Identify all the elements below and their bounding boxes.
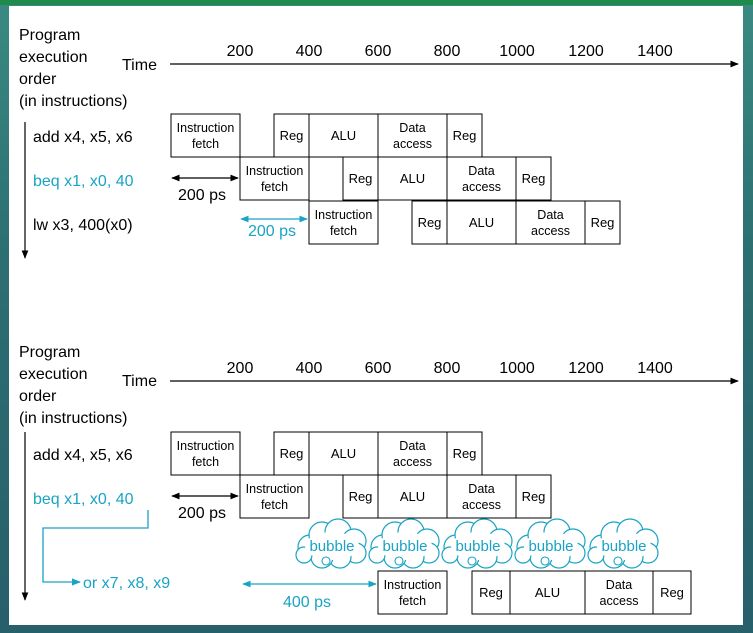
row-header-line: Program <box>19 344 81 361</box>
pipeline-row <box>171 432 482 475</box>
row-header-line: Program <box>19 27 81 44</box>
bubble-row <box>296 519 658 568</box>
bubble-cloud <box>442 519 512 568</box>
svg-text:access: access <box>393 137 432 151</box>
tick-label: 1400 <box>637 43 673 60</box>
svg-text:access: access <box>462 498 501 512</box>
pipeline-row <box>309 201 620 244</box>
svg-text:access: access <box>393 455 432 469</box>
svg-text:Data: Data <box>399 439 426 453</box>
instruction-label: add x4, x5, x6 <box>33 447 133 464</box>
pipeline-row <box>240 157 551 200</box>
tick-label: 600 <box>364 360 392 377</box>
svg-text:ALU: ALU <box>468 215 495 230</box>
svg-text:fetch: fetch <box>398 594 427 608</box>
svg-text:Reg: Reg <box>279 446 304 461</box>
delay-label: 200 ps <box>178 187 227 204</box>
svg-text:Instruction: Instruction <box>383 578 442 592</box>
svg-text:fetch: fetch <box>260 180 289 194</box>
svg-text:Reg: Reg <box>348 489 373 504</box>
time-label: Time <box>122 373 157 390</box>
bubble-label: bubble <box>601 538 647 555</box>
svg-text:Instruction: Instruction <box>245 482 304 496</box>
bubble-cloud <box>588 519 658 568</box>
tick-label: 600 <box>364 43 392 60</box>
bubble-cloud <box>296 519 366 568</box>
svg-text:access: access <box>531 224 570 238</box>
tick-label: 800 <box>433 43 461 60</box>
bubble-cloud <box>369 519 439 568</box>
tick-label: 200 <box>226 360 254 377</box>
row-header-line: execution <box>19 366 88 383</box>
row-header-line: order <box>19 388 57 405</box>
bubble-label: bubble <box>528 538 574 555</box>
time-label: Time <box>122 57 157 74</box>
instruction-label: or x7, x8, x9 <box>83 575 171 592</box>
svg-text:ALU: ALU <box>534 585 561 600</box>
svg-text:Reg: Reg <box>521 171 546 186</box>
svg-text:Reg: Reg <box>279 128 304 143</box>
svg-text:access: access <box>462 180 501 194</box>
svg-text:Instruction: Instruction <box>245 164 304 178</box>
tick-label: 400 <box>295 360 323 377</box>
tick-label: 1400 <box>637 360 673 377</box>
row-header-line: execution <box>19 49 88 66</box>
tick-label: 1200 <box>568 43 604 60</box>
bubble-label: bubble <box>455 538 501 555</box>
diagram-2 <box>19 344 738 614</box>
tick-label: 200 <box>226 43 254 60</box>
tick-label: 1000 <box>499 360 535 377</box>
tick-label: 400 <box>295 43 323 60</box>
diagram-1 <box>19 27 738 258</box>
svg-text:Data: Data <box>537 208 564 222</box>
bubble-label: bubble <box>382 538 428 555</box>
svg-text:Data: Data <box>605 578 633 592</box>
svg-text:Instruction: Instruction <box>314 208 373 222</box>
svg-text:Reg: Reg <box>660 585 684 600</box>
row-header-line: (in instructions) <box>19 410 128 427</box>
branch-path-arrow <box>43 510 148 582</box>
svg-text:Reg: Reg <box>521 489 546 504</box>
row-header-line: order <box>19 71 57 88</box>
pipeline-row <box>378 571 691 614</box>
svg-text:ALU: ALU <box>399 489 426 504</box>
svg-text:fetch: fetch <box>191 455 220 469</box>
svg-text:ALU: ALU <box>399 171 426 186</box>
tick-label: 800 <box>433 360 461 377</box>
svg-text:ALU: ALU <box>330 128 357 143</box>
svg-text:ALU: ALU <box>330 446 357 461</box>
svg-text:Reg: Reg <box>417 215 442 230</box>
svg-text:Data: Data <box>468 482 495 496</box>
svg-text:Reg: Reg <box>452 446 477 461</box>
svg-text:Reg: Reg <box>348 171 373 186</box>
delay-label-highlight: 400 ps <box>283 594 332 611</box>
svg-text:Instruction: Instruction <box>176 121 235 135</box>
bubble-label: bubble <box>309 538 355 555</box>
row-header-line: (in instructions) <box>19 93 128 110</box>
svg-text:fetch: fetch <box>191 137 220 151</box>
instruction-label: add x4, x5, x6 <box>33 129 133 146</box>
svg-text:access: access <box>599 594 639 608</box>
svg-text:Data: Data <box>468 164 495 178</box>
tick-label: 1000 <box>499 43 535 60</box>
svg-text:Data: Data <box>399 121 426 135</box>
svg-text:Reg: Reg <box>452 128 477 143</box>
delay-label: 200 ps <box>178 505 227 522</box>
instruction-label: beq x1, x0, 40 <box>33 491 134 508</box>
instruction-label: beq x1, x0, 40 <box>33 173 134 190</box>
svg-text:fetch: fetch <box>329 224 358 238</box>
svg-text:Reg: Reg <box>590 215 615 230</box>
svg-text:Instruction: Instruction <box>176 439 235 453</box>
svg-text:Reg: Reg <box>479 585 503 600</box>
pipeline-row <box>240 475 551 518</box>
tick-label: 1200 <box>568 360 604 377</box>
instruction-label: lw x3, 400(x0) <box>33 217 133 234</box>
delay-label-highlight: 200 ps <box>248 223 297 240</box>
svg-text:fetch: fetch <box>260 498 289 512</box>
pipeline-row <box>171 114 482 157</box>
bubble-cloud <box>515 519 585 568</box>
